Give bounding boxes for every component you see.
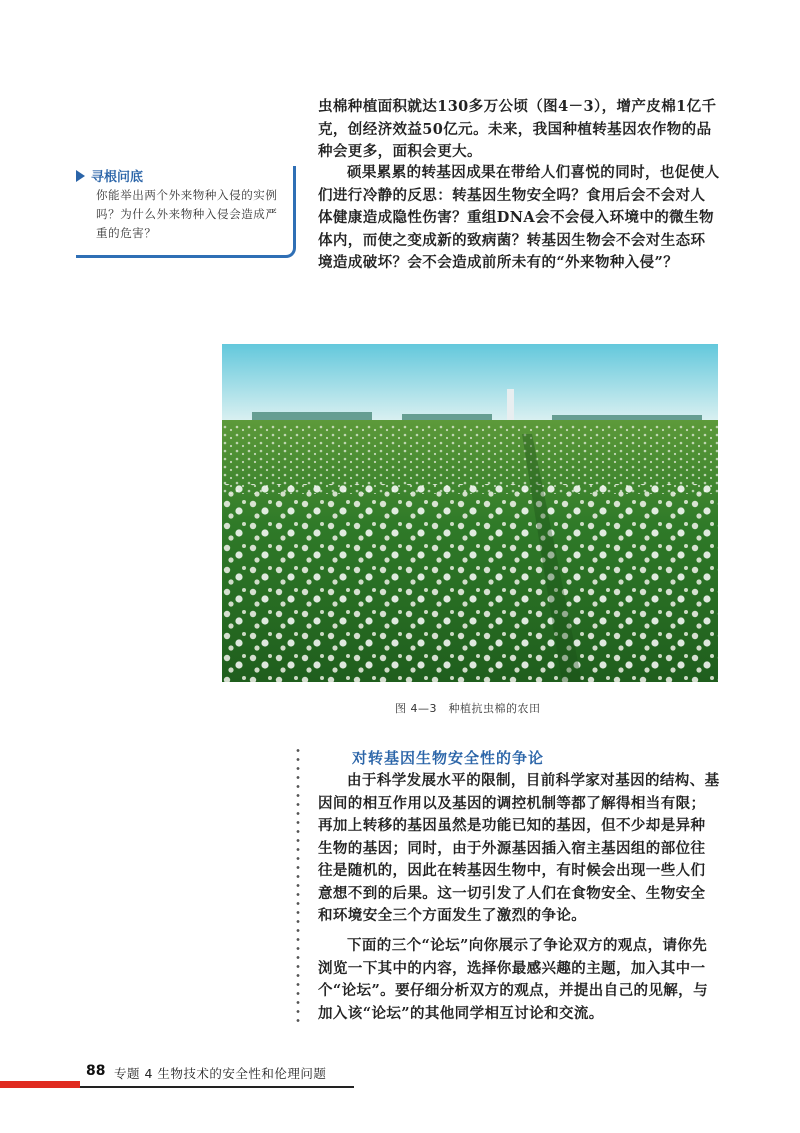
triangle-bullet-icon [76, 170, 85, 182]
paragraph-controversy: 由于科学发展水平的限制，目前科学家对基因的结构、基因间的相互作用以及基因的调控机制等都了解得相当有限；再加上转移的基因虽然是功能已知的基因，但不少却是异种生物的基因；同时，由于外源基因插入宿主基因组的部位往往是随机的，因此在转基因生物中，有时候会出现一些人们意想不到的后果。这一切引发了人们在食物安全、生物安全和环境安全三个方面发生了激烈的争论。 [318, 772, 720, 924]
section-heading: 对转基因生物安全性的争论 [352, 749, 545, 767]
dotted-margin-rule [296, 746, 300, 1028]
paragraph-forums: 下面的三个“论坛”向你展示了争论双方的观点，请你先浏览一下其中的内容，选择你最感兴趣的主题，加入其中一个“论坛”。要仔细分析双方的观点，并提出自己的见解，与加入该“论坛”的其他同学相互讨论和交流。 [318, 937, 708, 1022]
sidebar-question-text: 你能举出两个外来物种入侵的实例吗？为什么外来物种入侵会造成严重的危害？ [96, 188, 278, 240]
footer-red-bar [0, 1081, 80, 1088]
sidebar-question-box [76, 166, 296, 258]
page-number: 88 [86, 1063, 106, 1079]
paragraph-reflection: 硕果累累的转基因成果在带给人们喜悦的同时，也促使人们进行冷静的反思：转基因生物安全吗？食用后会不会对人体健康造成隐性伤害？重组DNA会不会侵入环境中的微生物体内，而使之变成新的致病菌？转基因生物会不会对生态环境造成破坏？会不会造成前所未有的“外来物种入侵”？ [318, 164, 720, 271]
cotton-field-illustration [222, 344, 718, 682]
footer-chapter-title: 专题 4 生物技术的安全性和伦理问题 [114, 1066, 327, 1081]
cotton-field-photo [222, 344, 718, 682]
paragraph-continuation: 虫棉种植面积就达130多万公顷（图4－3），增产皮棉1亿千克，创经济效益50亿元。未来，我国种植转基因农作物的品种会更多，面积会更大。 [318, 98, 717, 160]
figure-caption: 图 4—3 种植抗虫棉的农田 [395, 702, 541, 715]
sidebar-title-text: 寻根问底 [91, 170, 144, 185]
footer-rule [80, 1086, 354, 1088]
sidebar-title [76, 166, 143, 185]
